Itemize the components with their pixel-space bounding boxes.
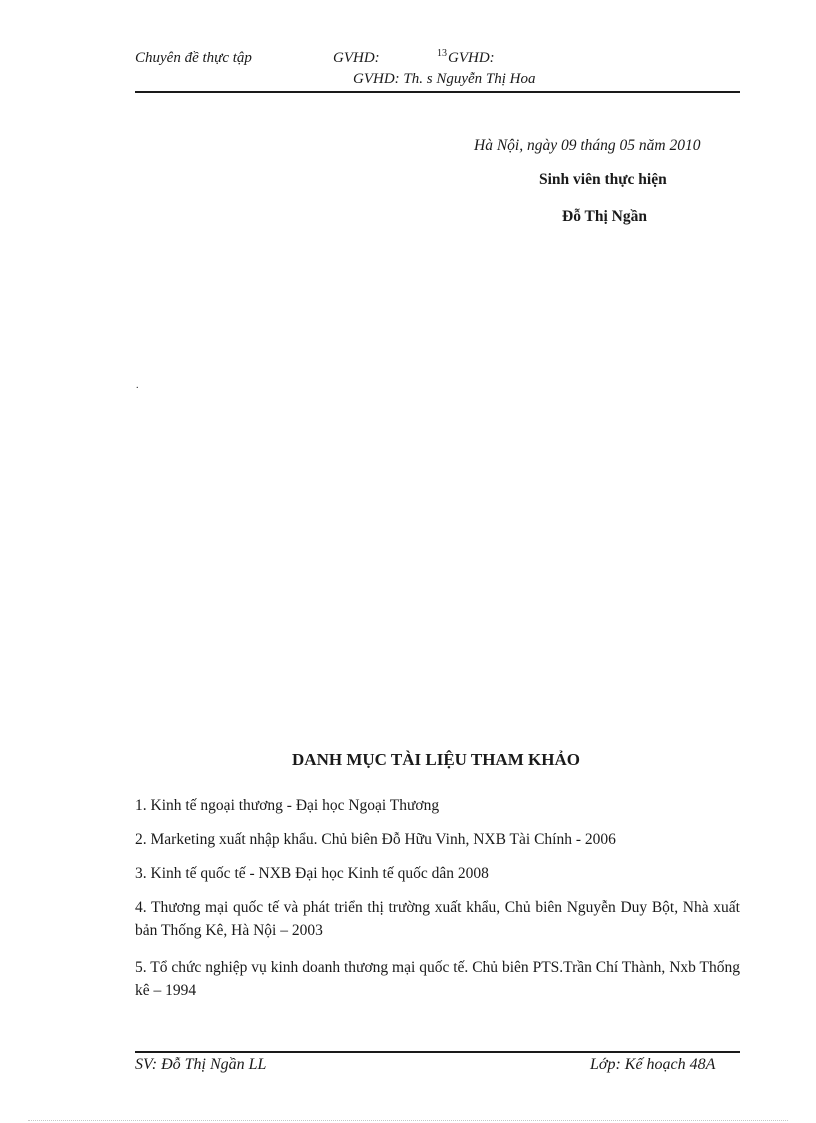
page-number: 13 [437,48,447,59]
reference-item-4: 4. Thương mại quốc tế và phát triển thị trường xuất khẩu, Chủ biên Nguyễn Duy Bột, Nhà xuất bản Thống Kê, Hà Nội – 2003 [135,899,740,939]
header-gvhd-label-overlap: GVHD: [448,50,495,66]
reference-item-1: 1. Kinh tế ngoại thương - Đại học Ngoại Thương [135,797,440,814]
reference-item-3: 3. Kinh tế quốc tế - NXB Đại học Kinh tế quốc dân 2008 [135,865,489,882]
header-topic: Chuyên đề thực tập [135,50,252,66]
stray-mark: . [136,380,139,391]
references-title: DANH MỤC TÀI LIỆU THAM KHẢO [292,750,580,769]
footer-rule [135,1051,740,1053]
reference-item-2: 2. Marketing xuất nhập khẩu. Chủ biên Đỗ Hữu Vinh, NXB Tài Chính - 2006 [135,831,616,848]
footer-student: SV: Đỗ Thị Ngần LL [135,1056,267,1073]
header-rule [135,91,740,93]
place-date: Hà Nội, ngày 09 tháng 05 năm 2010 [474,137,701,154]
page-bottom-edge [28,1120,788,1121]
reference-item-5: 5. Tổ chức nghiệp vụ kinh doanh thương mại quốc tế. Chủ biên PTS.Trần Chí Thành, Nxb Thống kê – 1994 [135,959,740,999]
header-gvhd-label: GVHD: [333,50,380,66]
header-supervisor: GVHD: Th. s Nguyễn Thị Hoa [353,71,536,87]
signer-role: Sinh viên thực hiện [539,171,667,188]
footer-class: Lớp: Kế hoạch 48A [590,1056,716,1073]
signer-name: Đỗ Thị Ngần [562,208,647,225]
